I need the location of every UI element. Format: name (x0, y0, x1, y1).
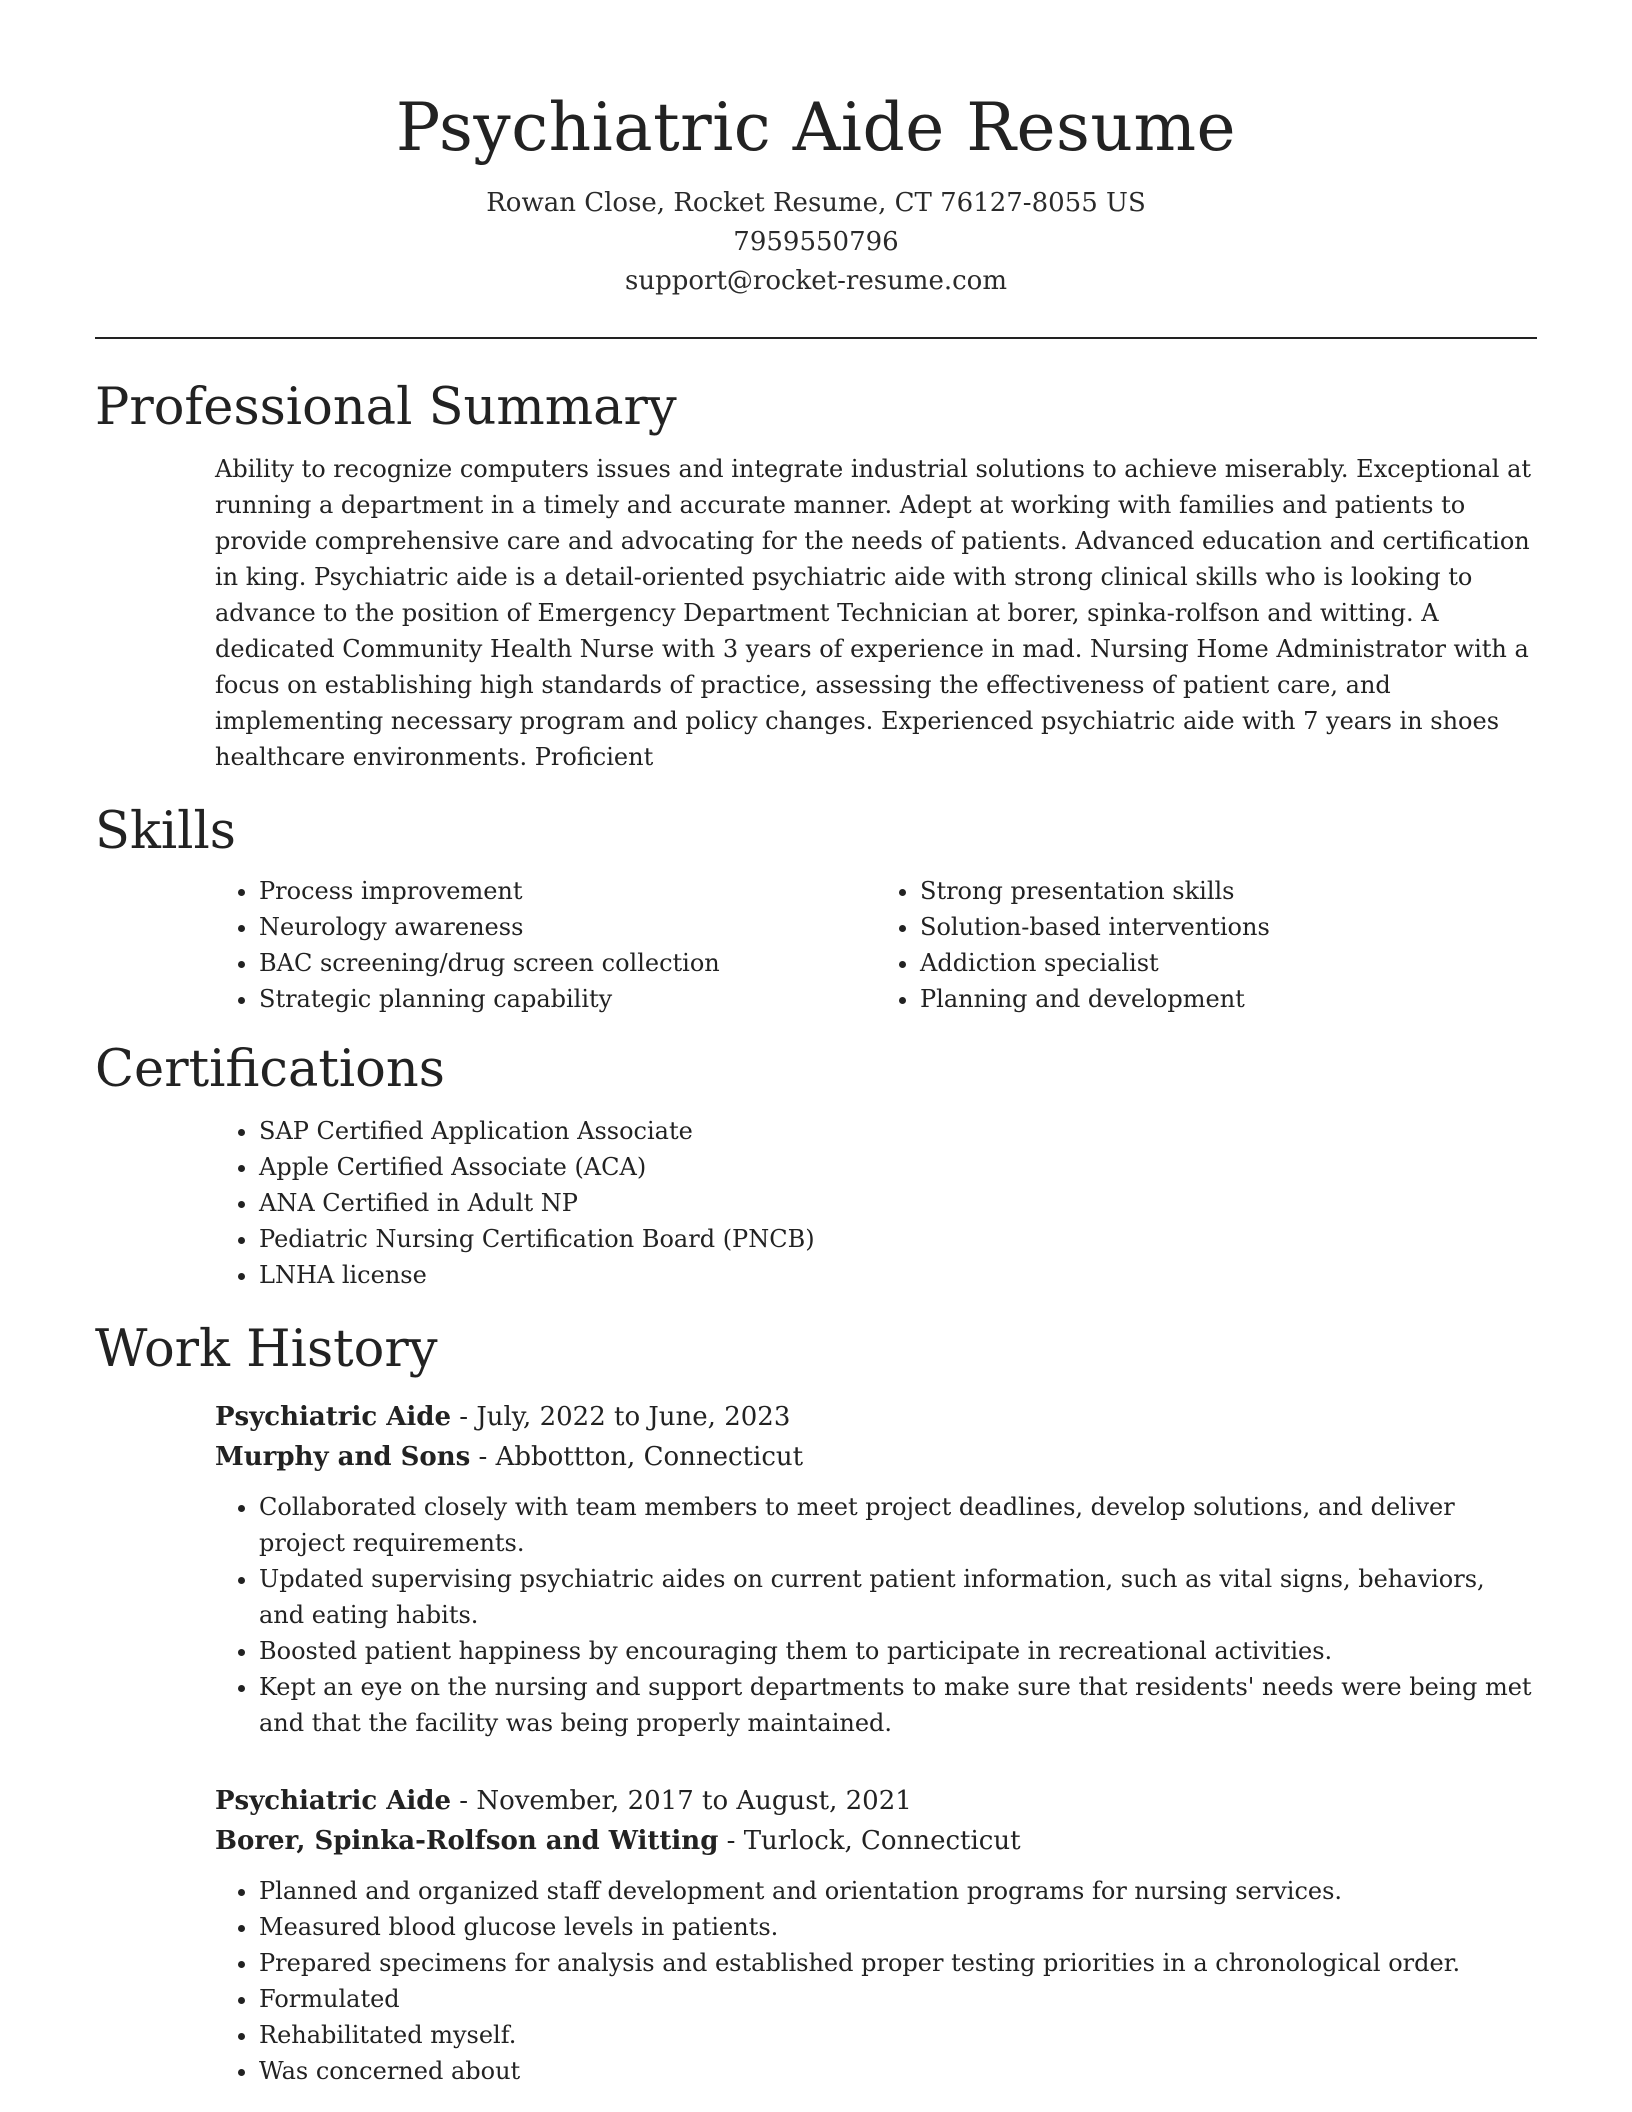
summary-heading: Professional Summary (95, 378, 677, 437)
contact-email: support@rocket-resume.com (624, 266, 1007, 296)
job-duty-item: • Collaborated closely with team members to meet project deadlines, develop solutions, and deliver project requirements. (259, 1489, 1537, 1561)
certification-item: • SAP Certified Application Associate (259, 1113, 1537, 1149)
job-location: - Turlock, Connecticut (718, 1826, 1021, 1856)
summary-text: Ability to recognize computers issues and integrate industrial solutions to achieve miserably. Exceptional at running a department in a timely and accurate manner. Adept at working with families and patients to provide comprehensive care and advocating for the needs of patients. Advanced education and certification in king. Psychiatric aide is a detail-oriented psychiatric aide with strong clinical skills who is looking to advance to the position of Emergency Department Technician at borer, spinka-rolfson and witting. A dedicated Community Health Nurse with 3 years of experience in mad. Nursing Home Administrator with a focus on establishing high standards of practice, assessing the effectiveness of patient care, and implementing necessary program and policy changes. Experienced psychiatric aide with 7 years in shoes healthcare environments. Proficient (215, 455, 1532, 771)
job-entry (215, 1781, 1537, 2089)
skills-grid (215, 873, 1537, 1017)
job-duty-item: • Kept an eye on the nursing and support departments to make sure that residents' needs were being met and that the facility was being properly maintained. (259, 1669, 1537, 1741)
job-company-line (215, 1437, 1537, 1477)
job-company: Murphy and Sons (215, 1442, 471, 1472)
certifications-list (215, 1113, 1537, 1293)
job-duty-item: • Formulated (259, 1981, 1537, 2017)
skill-item: • Strategic planning capability (259, 981, 876, 1017)
work-history-heading: Work History (95, 1320, 438, 1379)
certification-item: • ANA Certified in Adult NP (259, 1185, 1537, 1221)
resume-header (95, 0, 1537, 301)
job-title-line (215, 1781, 1537, 1821)
job-duties-list (215, 1489, 1537, 1741)
certification-item: • LNHA license (259, 1257, 1537, 1293)
contact-block (95, 184, 1537, 301)
job-company: Borer, Spinka-Rolfson and Witting (215, 1826, 719, 1856)
job-duties (215, 1873, 1537, 2089)
skill-item: • Addiction specialist (920, 945, 1537, 981)
job-location: - Abbottton, Connecticut (470, 1442, 804, 1472)
contact-phone: 7959550796 (733, 227, 899, 257)
certification-item: • Apple Certified Associate (ACA) (259, 1149, 1537, 1185)
job-dates: - July, 2022 to June, 2023 (451, 1402, 791, 1432)
job-duties-list (215, 1873, 1537, 2089)
job-duty-item: • Updated supervising psychiatric aides on current patient information, such as vital signs, behaviors, and eating habits. (259, 1561, 1537, 1633)
job-duty-item: • Boosted patient happiness by encouraging them to participate in recreational activities. (259, 1633, 1537, 1669)
certification-item: • Pediatric Nursing Certification Board (PNCB) (259, 1221, 1537, 1257)
skills-list-left (215, 873, 876, 1017)
job-duty-item: • Rehabilitated myself. (259, 2017, 1537, 2053)
job-duties (215, 1489, 1537, 1741)
certifications-heading: Certifications (95, 1040, 445, 1099)
job-duty-item: • Measured blood glucose levels in patients. (259, 1909, 1537, 1945)
job-role: Psychiatric Aide (215, 1786, 451, 1816)
skill-item: • Planning and development (920, 981, 1537, 1017)
certifications-block (215, 1113, 1537, 1293)
job-dates: - November, 2017 to August, 2021 (451, 1786, 912, 1816)
skill-item: • Solution-based interventions (920, 909, 1537, 945)
skill-item: • BAC screening/drug screen collection (259, 945, 876, 981)
job-entry (215, 1397, 1537, 1741)
job-title-line (215, 1397, 1537, 1437)
job-duty-item: • Prepared specimens for analysis and established proper testing priorities in a chronological order. (259, 1945, 1537, 1981)
resume-title: Psychiatric Aide Resume (395, 89, 1237, 166)
contact-address: Rowan Close, Rocket Resume, CT 76127-8055 US (486, 188, 1146, 218)
skill-item: • Neurology awareness (259, 909, 876, 945)
skill-item: • Strong presentation skills (920, 873, 1537, 909)
header-divider (95, 337, 1537, 339)
job-company-line (215, 1821, 1537, 1861)
skills-list-right (876, 873, 1537, 1017)
skill-item: • Process improvement (259, 873, 876, 909)
job-duty-item: • Planned and organized staff development and orientation programs for nursing services. (259, 1873, 1537, 1909)
job-role: Psychiatric Aide (215, 1402, 451, 1432)
skills-heading: Skills (95, 802, 236, 861)
job-duty-item: • Was concerned about (259, 2053, 1537, 2089)
